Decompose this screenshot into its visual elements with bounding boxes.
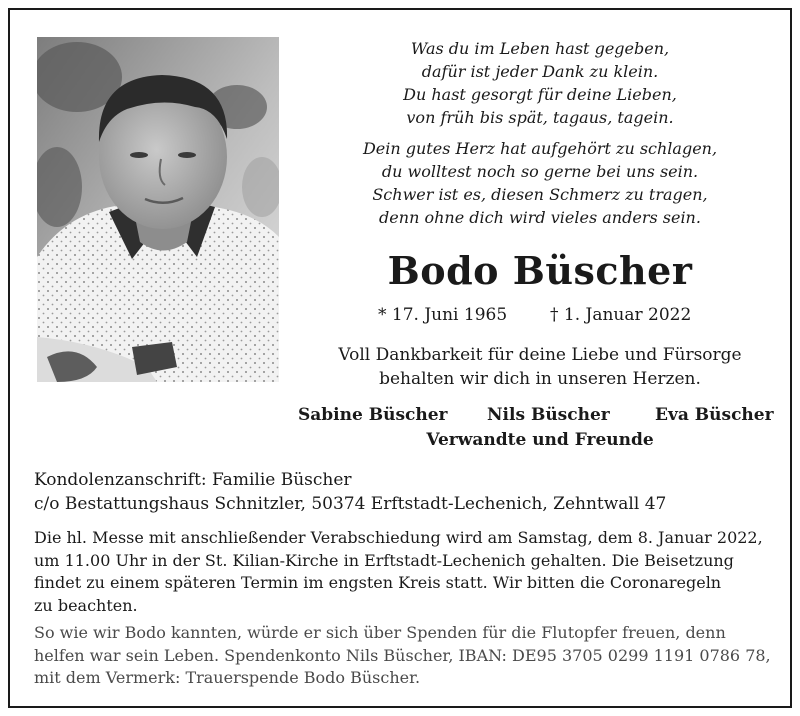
mourner-name: Nils Büscher [487, 405, 610, 425]
notice-line: zu beachten. [34, 595, 138, 615]
poem-line: dafür ist jeder Dank zu klein. [421, 62, 659, 81]
poem-line: Du hast gesorgt für deine Lieben, [403, 85, 677, 104]
poem-stanza-1 [310, 37, 770, 129]
poem-line: Was du im Leben hast gegeben, [410, 39, 670, 58]
notice-line: mit dem Vermerk: Trauerspende Bodo Büscher. [34, 668, 421, 687]
thanks-text [290, 343, 790, 391]
portrait-photo [37, 37, 279, 382]
mourner-name: Sabine Büscher [298, 405, 448, 425]
death-date: † 1. Januar 2022 [550, 305, 692, 325]
poem-line: du wolltest noch so gerne bei uns sein. [381, 162, 699, 181]
poem-stanza-2 [310, 137, 770, 229]
thanks-line: Voll Dankbarkeit für deine Liebe und Fürsorge [338, 345, 742, 365]
thanks-line: behalten wir dich in unseren Herzen. [379, 369, 701, 389]
notice-line: helfen war sein Leben. Spendenkonto Nils Büscher, IBAN: DE95 3705 0299 1191 0786 78, [34, 645, 771, 665]
condolence-address [34, 468, 666, 516]
address-line: Kondolenzanschrift: Familie Büscher [34, 470, 352, 490]
notice-line: Die hl. Messe mit anschließender Verabschiedung wird am Samstag, dem 8. Januar 2022, [34, 528, 763, 547]
poem-line: Schwer ist es, diesen Schmerz zu tragen, [372, 185, 708, 204]
mourner-name: Eva Büscher [655, 405, 774, 425]
deceased-name: Bodo Büscher [387, 248, 693, 293]
address-line: c/o Bestattungshaus Schnitzler, 50374 Erftstadt-Lechenich, Zehntwall 47 [34, 494, 667, 514]
notice-line: um 11.00 Uhr in der St. Kilian-Kirche in Erftstadt-Lechenich gehalten. Die Beisetzung [34, 550, 734, 570]
poem-line: denn ohne dich wird vieles anders sein. [379, 208, 701, 227]
mass-notice [34, 527, 770, 617]
birth-date: * 17. Juni 1965 [378, 305, 508, 325]
poem-line: Dein gutes Herz hat aufgehört zu schlagen, [362, 139, 718, 158]
donation-notice [34, 622, 770, 690]
mourners-others: Verwandte und Freunde [426, 430, 654, 450]
poem-line: von früh bis spät, tagaus, tagein. [406, 108, 674, 127]
obituary-notice [8, 8, 792, 708]
notice-line: So wie wir Bodo kannten, würde er sich über Spenden für die Flutopfer freuen, denn [34, 623, 726, 642]
notice-line: findet zu einem späteren Termin im engsten Kreis statt. Wir bitten die Coronaregeln [34, 573, 722, 592]
